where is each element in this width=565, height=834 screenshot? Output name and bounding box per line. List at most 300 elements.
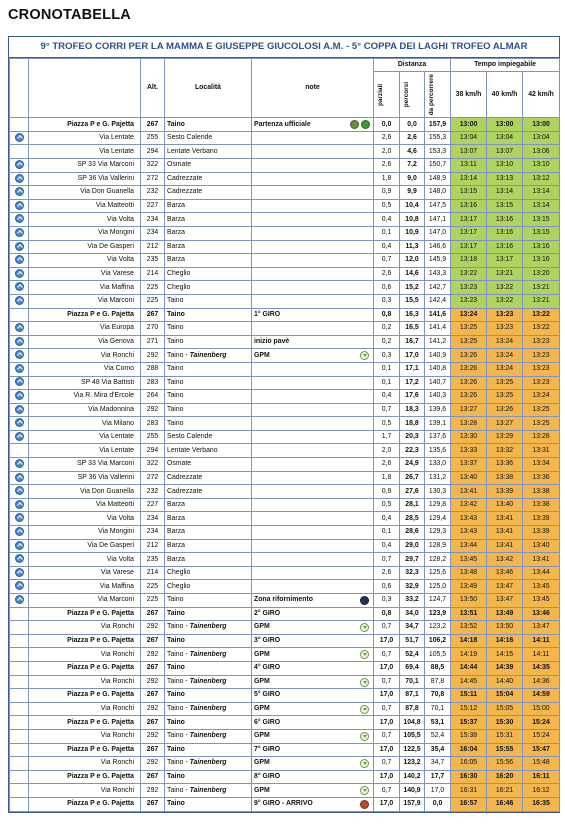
covered-km-cell: 87,8 [400,702,425,716]
time-38-cell: 15:11 [451,689,487,703]
localita-cell [165,471,252,485]
localita-cell [165,539,252,553]
street-cell: Via Ronchi [29,784,141,798]
time-42-cell: 13:00 [523,118,560,132]
remaining-km-cell: 140,3 [425,390,451,404]
remaining-km-cell: 106,2 [425,634,451,648]
localita-cell [165,131,252,145]
partial-km-cell: 0,3 [374,594,400,608]
turn-direction-icon [15,581,24,590]
direction-cell [10,458,29,472]
time-40-cell: 13:32 [487,444,523,458]
partial-km-cell: 17,0 [374,634,400,648]
direction-cell [10,661,29,675]
covered-km-cell: 69,4 [400,661,425,675]
localita-cell [165,512,252,526]
localita-text: Taino - [167,705,190,713]
direction-cell [10,729,29,743]
time-40-cell: 14:39 [487,661,523,675]
time-40-cell: 13:41 [487,539,523,553]
covered-km-cell: 14,6 [400,267,425,281]
note-text: GPM [254,677,270,685]
table-row [10,118,560,132]
time-38-cell: 13:17 [451,226,487,240]
note-cell [252,797,374,811]
street-cell: Piazza P e G. Pajetta [29,634,141,648]
covered-km-cell: 22,3 [400,444,425,458]
note-text: GPM [254,705,270,713]
time-38-cell: 13:26 [451,362,487,376]
remaining-km-cell: 125,0 [425,580,451,594]
turn-direction-icon [15,527,24,536]
table-row [10,743,560,757]
street-cell: Piazza P e G. Pajetta [29,770,141,784]
remaining-km-cell: 70,8 [425,689,451,703]
time-42-cell: 13:16 [523,254,560,268]
street-cell: Via Madonnina [29,403,141,417]
partial-km-cell: 17,0 [374,661,400,675]
time-38-cell: 16:05 [451,757,487,771]
note-text: GPM [254,732,270,740]
localita-text: Taino [167,637,185,645]
table-row [10,526,560,540]
covered-km-cell: 51,7 [400,634,425,648]
time-40-cell: 13:21 [487,267,523,281]
table-row [10,267,560,281]
street-cell: Piazza P e G. Pajetta [29,607,141,621]
remaining-km-cell: 35,4 [425,743,451,757]
note-cell [252,702,374,716]
note-cell [252,118,374,132]
covered-km-cell: 16,5 [400,322,425,336]
remaining-km-cell: 105,5 [425,648,451,662]
localita-cell [165,240,252,254]
localita-cell [165,322,252,336]
table-row [10,757,560,771]
localita-cell [165,634,252,648]
remaining-km-cell: 131,2 [425,471,451,485]
localita-cell [165,254,252,268]
table-row [10,294,560,308]
time-40-cell: 13:16 [487,213,523,227]
table-row [10,634,560,648]
event-title: 9° TROFEO CORRI PER LA MAMMA E GIUSEPPE GIUCOLOSI A.M. - 5° COPPA DEI LAGHI TROFEO ALMAR [9,37,559,58]
time-38-cell: 13:04 [451,131,487,145]
time-38-cell: 14:19 [451,648,487,662]
table-row [10,797,560,811]
altitude-cell: 292 [141,784,165,798]
note-cell [252,566,374,580]
note-cell [252,716,374,730]
time-38-cell: 13:17 [451,213,487,227]
table-row [10,689,560,703]
partial-km-cell: 2,6 [374,131,400,145]
altitude-cell: 292 [141,349,165,363]
street-cell: SP 36 Via Vallerini [29,471,141,485]
altitude-cell: 271 [141,335,165,349]
note-cell [252,634,374,648]
direction-cell [10,159,29,173]
localita-cell [165,118,252,132]
note-cell [252,254,374,268]
note-cell [252,485,374,499]
direction-cell [10,675,29,689]
time-42-cell: 15:24 [523,729,560,743]
localita-subtext: Tainenberg [189,705,227,713]
partial-km-cell: 0,1 [374,526,400,540]
partial-km-cell: 0,7 [374,675,400,689]
direction-cell [10,226,29,240]
note-cell [252,526,374,540]
turn-direction-icon [15,554,24,563]
localita-text: Cadrezzate [167,174,203,182]
time-38-cell: 13:43 [451,526,487,540]
note-text: 9° GIRO - ARRIVO [254,800,313,808]
altitude-cell: 267 [141,661,165,675]
street-cell: Via Volta [29,512,141,526]
time-42-cell: 14:36 [523,675,560,689]
street-cell: Via De Gasperi [29,240,141,254]
partial-km-cell: 2,0 [374,444,400,458]
table-row [10,145,560,159]
turn-direction-icon [15,391,24,400]
time-42-cell: 14:11 [523,648,560,662]
street-cell: Via Matteotti [29,199,141,213]
street-cell: Via De Gasperi [29,539,141,553]
partial-km-cell: 0,1 [374,362,400,376]
remaining-km-cell: 129,4 [425,512,451,526]
localita-text: Cheglio [167,569,191,577]
turn-direction-icon [15,364,24,373]
table-row [10,322,560,336]
note-cell [252,213,374,227]
direction-cell [10,512,29,526]
gpm-climb-icon [360,786,369,795]
info-icon [360,596,369,605]
time-40-cell: 15:04 [487,689,523,703]
street-cell: Via Mongini [29,526,141,540]
altitude-cell: 235 [141,553,165,567]
direction-cell [10,335,29,349]
note-cell [252,131,374,145]
localita-cell [165,797,252,811]
time-38-cell: 13:25 [451,335,487,349]
note-cell [252,675,374,689]
table-row [10,539,560,553]
note-cell [252,553,374,567]
partial-km-cell: 0,4 [374,512,400,526]
partial-km-cell: 0,4 [374,539,400,553]
table-row [10,580,560,594]
time-38-cell: 13:44 [451,539,487,553]
direction-cell [10,580,29,594]
direction-cell [10,702,29,716]
localita-text: Taino [167,596,184,604]
street-cell: Piazza P e G. Pajetta [29,743,141,757]
time-38-cell: 13:28 [451,417,487,431]
time-38-cell: 15:37 [451,716,487,730]
localita-cell [165,186,252,200]
remaining-km-cell: 147,1 [425,213,451,227]
header-localita: Località [165,59,252,118]
street-cell: Via Europa [29,322,141,336]
turn-direction-icon [15,296,24,305]
time-40-cell: 13:50 [487,621,523,635]
remaining-km-cell: 150,7 [425,159,451,173]
time-40-cell: 13:14 [487,186,523,200]
altitude-cell: 322 [141,458,165,472]
covered-km-cell: 28,5 [400,512,425,526]
table-row [10,607,560,621]
localita-cell [165,553,252,567]
header-alt: Alt. [141,59,165,118]
table-row [10,553,560,567]
localita-text: Barza [167,242,186,250]
time-38-cell: 13:49 [451,580,487,594]
direction-cell [10,308,29,322]
altitude-cell: 234 [141,226,165,240]
note-text: GPM [254,351,270,359]
turn-direction-icon [15,513,24,522]
remaining-km-cell: 125,6 [425,566,451,580]
table-row [10,594,560,608]
turn-direction-icon [15,242,24,251]
street-cell: Piazza P e G. Pajetta [29,716,141,730]
header-da-percorrere: da percorrere [425,72,451,118]
covered-km-cell: 122,5 [400,743,425,757]
altitude-cell: 267 [141,308,165,322]
turn-direction-icon [15,568,24,577]
table-row [10,199,560,213]
timetable-body [10,118,560,811]
street-cell: Via Varese [29,267,141,281]
turn-direction-icon [15,595,24,604]
remaining-km-cell: 34,7 [425,757,451,771]
localita-subtext: Tainenberg [189,351,227,359]
localita-cell [165,213,252,227]
remaining-km-cell: 155,3 [425,131,451,145]
covered-km-cell: 87,1 [400,689,425,703]
table-row [10,702,560,716]
table-row [10,308,560,322]
time-40-cell: 13:24 [487,362,523,376]
table-row [10,485,560,499]
remaining-km-cell: 88,5 [425,661,451,675]
time-40-cell: 16:20 [487,770,523,784]
localita-text: Barza [167,528,186,536]
localita-cell [165,362,252,376]
covered-km-cell: 11,3 [400,240,425,254]
time-40-cell: 13:24 [487,349,523,363]
time-40-cell: 13:22 [487,281,523,295]
turn-direction-icon [15,473,24,482]
time-42-cell: 13:15 [523,226,560,240]
covered-km-cell: 16,3 [400,308,425,322]
turn-direction-icon [15,174,24,183]
partial-km-cell: 0,4 [374,240,400,254]
table-row [10,716,560,730]
altitude-cell: 255 [141,430,165,444]
table-row [10,417,560,431]
note-text: 4° GIRO [254,664,281,672]
localita-text: Lentate Verbano [167,147,218,155]
time-40-cell: 14:15 [487,648,523,662]
covered-km-cell: 18,8 [400,417,425,431]
note-cell [252,281,374,295]
localita-text: Taino [167,310,185,318]
partial-km-cell: 2,6 [374,458,400,472]
note-text: 1° GIRO [254,310,281,318]
partial-km-cell: 2,6 [374,159,400,173]
time-38-cell: 13:26 [451,376,487,390]
localita-cell [165,308,252,322]
partial-km-cell: 0,8 [374,308,400,322]
direction-cell [10,131,29,145]
time-40-cell: 13:49 [487,607,523,621]
remaining-km-cell: 123,9 [425,607,451,621]
time-40-cell: 13:42 [487,553,523,567]
altitude-cell: 232 [141,485,165,499]
time-40-cell: 13:00 [487,118,523,132]
localita-text: Sesto Calende [167,433,213,441]
direction-cell [10,498,29,512]
localita-text: Taino [167,664,185,672]
time-40-cell: 13:38 [487,471,523,485]
time-42-cell: 13:23 [523,349,560,363]
time-42-cell: 13:39 [523,512,560,526]
altitude-cell: 292 [141,729,165,743]
remaining-km-cell: 148,0 [425,186,451,200]
localita-text: Taino [167,338,184,346]
table-row [10,661,560,675]
street-cell: SP 33 Via Marconi [29,458,141,472]
time-42-cell: 15:47 [523,743,560,757]
remaining-km-cell: 148,9 [425,172,451,186]
direction-cell [10,566,29,580]
note-text: GPM [254,650,270,658]
time-38-cell: 13:37 [451,458,487,472]
altitude-cell: 292 [141,648,165,662]
street-cell: Piazza P e G. Pajetta [29,308,141,322]
time-40-cell: 14:16 [487,634,523,648]
altitude-cell: 267 [141,716,165,730]
localita-text: Cadrezzate [167,188,203,196]
turn-direction-icon [15,377,24,386]
altitude-cell: 232 [141,186,165,200]
covered-km-cell: 34,0 [400,607,425,621]
time-38-cell: 13:43 [451,512,487,526]
time-40-cell: 13:39 [487,485,523,499]
note-cell [252,349,374,363]
turn-direction-icon [15,432,24,441]
time-40-cell: 13:16 [487,240,523,254]
remaining-km-cell: 139,1 [425,417,451,431]
partial-km-cell: 0,7 [374,403,400,417]
time-42-cell: 14:11 [523,634,560,648]
time-40-cell: 16:46 [487,797,523,811]
table-row [10,226,560,240]
street-cell: Via Volta [29,213,141,227]
time-40-cell: 13:40 [487,498,523,512]
table-row [10,784,560,798]
note-cell [252,172,374,186]
altitude-cell: 292 [141,403,165,417]
localita-text: Cheglio [167,582,191,590]
time-40-cell: 13:24 [487,335,523,349]
localita-cell [165,199,252,213]
table-row [10,335,560,349]
header-blank [10,59,29,118]
time-42-cell: 13:41 [523,553,560,567]
street-cell: Via R. Mira d'Ercole [29,390,141,404]
partial-km-cell: 0,1 [374,226,400,240]
header-note: note [252,59,374,118]
street-cell: Via Ronchi [29,648,141,662]
time-40-cell: 13:17 [487,254,523,268]
time-40-cell: 13:29 [487,430,523,444]
localita-cell [165,743,252,757]
time-42-cell: 13:14 [523,199,560,213]
time-42-cell: 13:23 [523,362,560,376]
covered-km-cell: 12,0 [400,254,425,268]
direction-cell [10,471,29,485]
localita-subtext: Tainenberg [189,677,227,685]
note-text: Zona rifornimento [254,596,313,604]
partial-km-cell: 0,6 [374,580,400,594]
time-40-cell: 13:10 [487,159,523,173]
street-cell: Via Ronchi [29,702,141,716]
partial-km-cell: 17,0 [374,716,400,730]
remaining-km-cell: 140,7 [425,376,451,390]
time-42-cell: 14:35 [523,661,560,675]
turn-direction-icon [15,160,24,169]
street-cell: Via Mongini [29,226,141,240]
note-cell [252,226,374,240]
localita-text: Sesto Calende [167,134,213,142]
street-cell: Via Ronchi [29,621,141,635]
header-tempo: Tempo impiegabile [451,59,560,72]
note-text: 8° GIRO [254,773,281,781]
localita-cell [165,621,252,635]
time-42-cell: 13:21 [523,281,560,295]
turn-direction-icon [15,541,24,550]
time-42-cell: 13:38 [523,498,560,512]
time-38-cell: 13:33 [451,444,487,458]
note-cell [252,267,374,281]
street-cell: SP 33 Via Marconi [29,159,141,173]
table-row [10,159,560,173]
street-cell: Via Varese [29,566,141,580]
direction-cell [10,240,29,254]
time-42-cell: 13:34 [523,458,560,472]
table-row [10,390,560,404]
time-40-cell: 13:47 [487,580,523,594]
localita-subtext: Tainenberg [189,786,227,794]
localita-text: Barza [167,555,186,563]
timetable [9,58,560,812]
direction-cell [10,376,29,390]
direction-cell [10,254,29,268]
localita-cell [165,716,252,730]
covered-km-cell: 27,6 [400,485,425,499]
direction-cell [10,362,29,376]
time-40-cell: 15:30 [487,716,523,730]
direction-cell [10,689,29,703]
time-42-cell: 13:46 [523,607,560,621]
covered-km-cell: 52,4 [400,648,425,662]
start-flag-icon [350,120,359,129]
partial-km-cell: 0,3 [374,294,400,308]
